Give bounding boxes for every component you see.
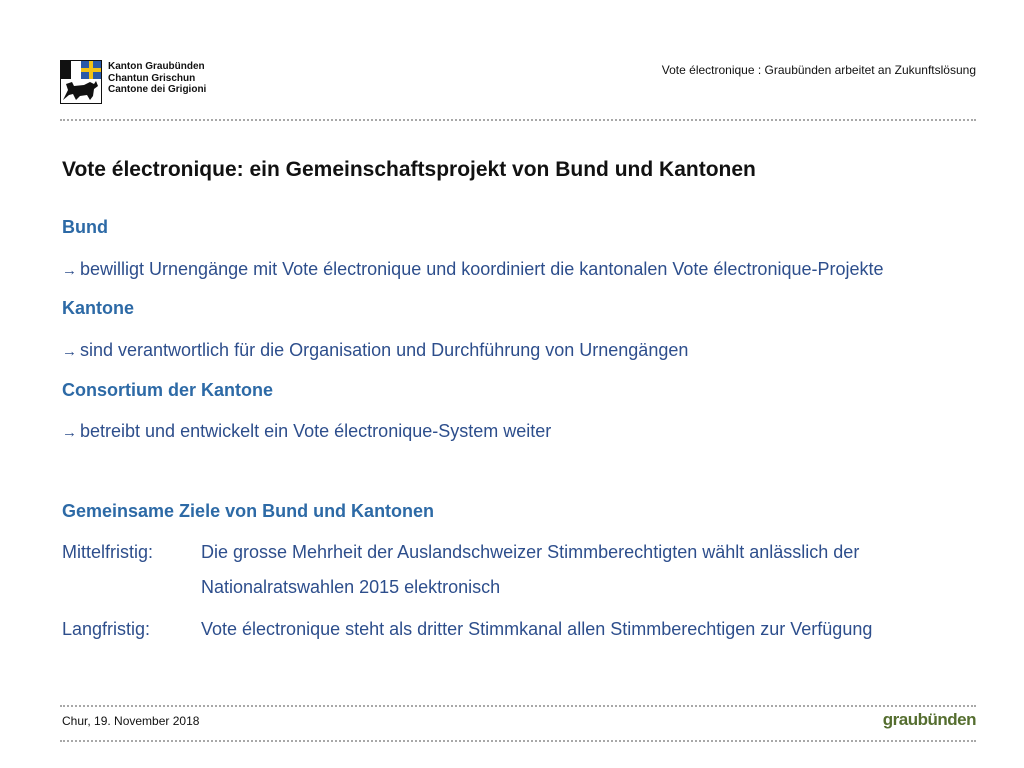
footer-divider-bottom xyxy=(60,740,976,742)
goals-heading: Gemeinsame Ziele von Bund und Kantonen xyxy=(62,501,435,521)
goal-label-langfristig: Langfristig: xyxy=(62,619,151,639)
goal-text-mittelfristig-line2: Nationalratswahlen 2015 elektronisch xyxy=(201,577,501,597)
goal-text-langfristig: Vote électronique steht als dritter Stimmkanal allen Stimmberechtigen zur Verfügung xyxy=(201,619,873,639)
slide-title: Vote électronique: ein Gemeinschaftsprojekt von Bund und Kantonen xyxy=(62,158,756,181)
arrow-right-icon: → xyxy=(62,262,77,279)
section-text: sind verantwortlich für die Organisation und Durchführung von Urnengängen xyxy=(80,340,689,360)
arrow-right-icon: → xyxy=(62,343,77,360)
section-text-bund xyxy=(62,258,884,282)
goal-label-mittelfristig: Mittelfristig: xyxy=(62,542,154,562)
footer-date: Chur, 19. November 2018 xyxy=(62,714,200,728)
section-text-consortium xyxy=(62,420,551,444)
goal-text-mittelfristig-line1: Die grosse Mehrheit der Auslandschweizer Stimmberechtigten wählt anlässlich der xyxy=(201,542,860,562)
section-heading-kantone: Kantone xyxy=(62,298,134,318)
header-title: Vote électronique : Graubünden arbeitet an Zukunftslösung xyxy=(661,63,976,77)
canton-name-it: Cantone dei Grigioni xyxy=(108,84,207,95)
arrow-right-icon: → xyxy=(62,424,77,441)
header-divider xyxy=(60,119,976,121)
graubuenden-logo: graubünden xyxy=(882,710,976,729)
canton-name-rm: Chantun Grischun xyxy=(108,72,196,84)
canton-name-de: Kanton Graubünden xyxy=(108,61,205,72)
canton-coat-of-arms-icon xyxy=(60,60,102,104)
section-text: bewilligt Urnengänge mit Vote électronique und koordiniert die kantonalen Vote électronique-Projekte xyxy=(80,259,884,279)
section-text-kantone xyxy=(62,339,688,363)
section-heading-consortium: Consortium der Kantone xyxy=(62,380,274,400)
canton-name-block xyxy=(108,61,206,96)
section-text: betreibt und entwickelt ein Vote électronique-System weiter xyxy=(80,421,552,441)
footer-divider-top xyxy=(60,705,976,707)
section-heading-bund: Bund xyxy=(62,217,108,237)
